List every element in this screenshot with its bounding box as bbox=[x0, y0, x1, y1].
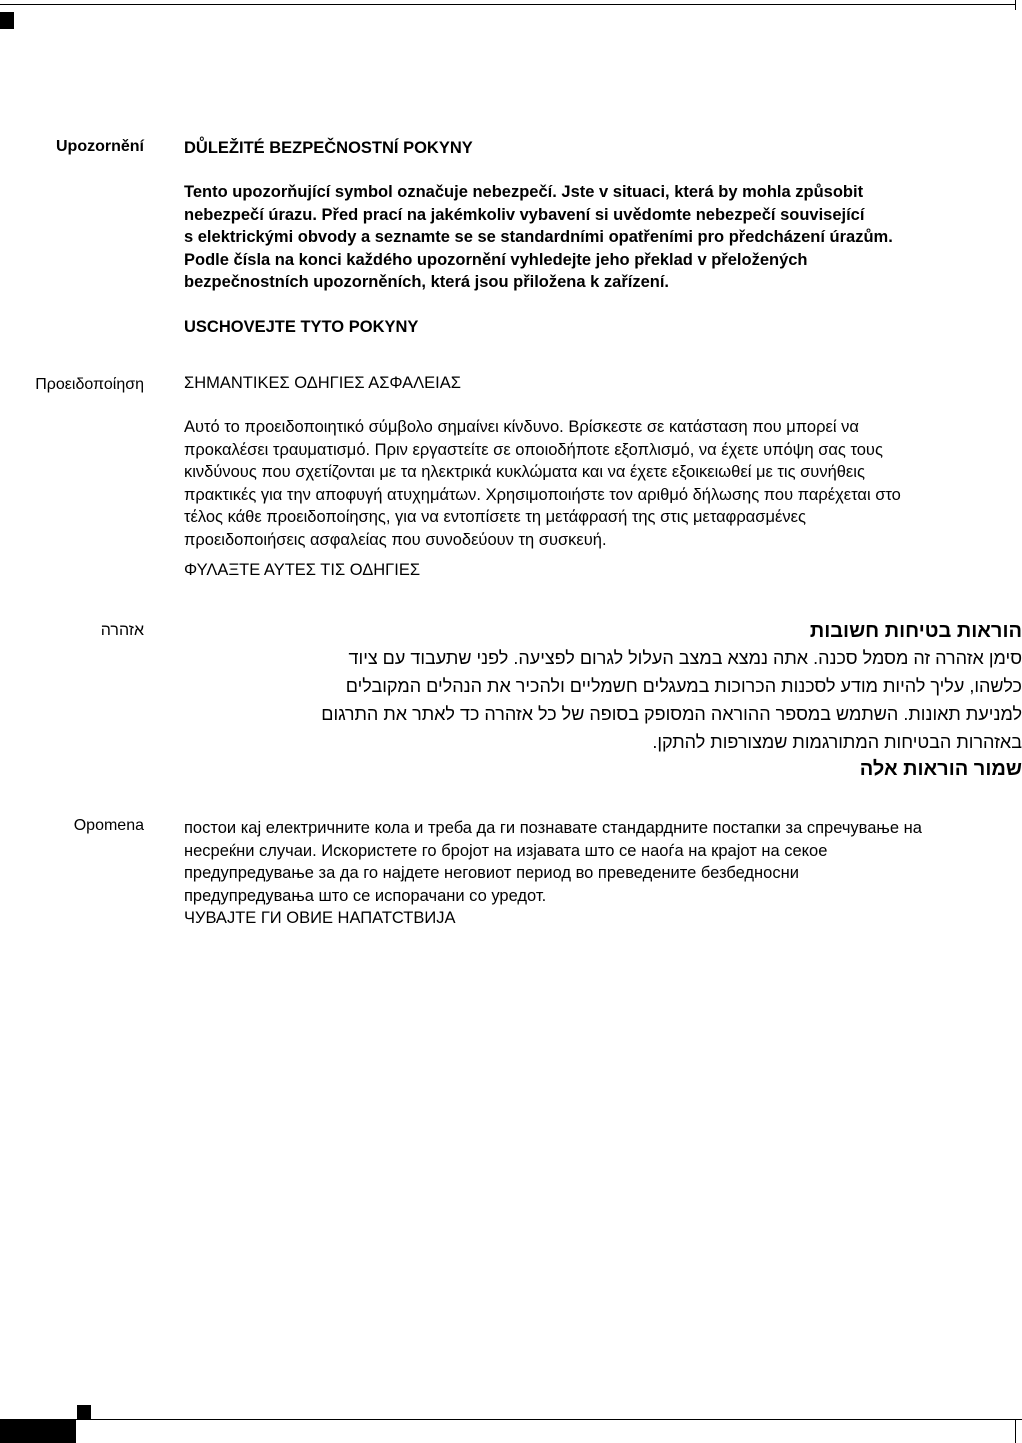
page-footer-tab bbox=[0, 1420, 76, 1443]
czech-warning-body bbox=[184, 181, 893, 294]
czech-body-line: bezpečnostních upozorněních, která jsou přiložena k zařízení. bbox=[184, 273, 670, 292]
hebrew-warning-title: הוראות בטיחות חשובות bbox=[809, 620, 1022, 642]
greek-body-line: κινδύνους που σχετίζονται με τα ηλεκτρικά κυκλώματα και να έχετε εξοικειωθεί με τις συνήθεις bbox=[184, 463, 865, 482]
greek-warning-body bbox=[184, 416, 901, 552]
czech-warning-label: Upozornění bbox=[56, 138, 144, 155]
macedonian-body-line: предупредување за да го најдете неговиот период во преведените безбедносни bbox=[184, 864, 799, 883]
greek-body-line: πρακτικές για την αποφυγή ατυχημάτων. Χρησιμοποιήστε τον αριθμό δήλωσης που παρέχεται στο bbox=[184, 485, 901, 504]
bottom-rule bbox=[0, 1419, 1022, 1420]
macedonian-warning-label: Opomena bbox=[73, 817, 144, 834]
czech-body-line: Podle čísla na konci každého upozornění vyhledejte jeho překlad v přeložených bbox=[184, 250, 808, 269]
macedonian-body-line: несреќни случаи. Искористете го бројот на изјавата што се наоѓа на крајот на секое bbox=[184, 841, 828, 860]
greek-body-line: τέλος κάθε προειδοποίησης, για να εντοπίσετε τη μετάφρασή της στις μεταφρασμένες bbox=[184, 508, 806, 527]
hebrew-warning-footer: שמור הוראות אלה bbox=[859, 758, 1022, 780]
top-rule-end bbox=[1015, 0, 1016, 10]
czech-warning-title: DŮLEŽITÉ BEZPEČNOSTNÍ POKYNY bbox=[184, 139, 473, 157]
czech-warning-footer: USCHOVEJTE TYTO POKYNY bbox=[184, 318, 419, 336]
hebrew-warning-block bbox=[180, 618, 1022, 782]
macedonian-body-line: предупредувања што се испорачани со уредот. bbox=[184, 886, 547, 905]
top-rule bbox=[0, 4, 1016, 5]
czech-body-line: nebezpečí úrazu. Před prací na jakémkoliv vybavení si uvědomte nebezpečí související bbox=[184, 205, 865, 224]
hebrew-body-line: כלשהו, עליך להיות מודע לסכנות הכרוכות במעגלים חשמליים ולהכיר את הנהלים המקובלים bbox=[345, 676, 1022, 696]
hebrew-body-line: באזהרות הבטיחות המתורגמות שמצורפות להתקן. bbox=[652, 732, 1022, 752]
top-corner-mark bbox=[0, 12, 14, 29]
macedonian-warning-footer: ЧУВАЈТЕ ГИ ОВИЕ НАПАТСТВИЈА bbox=[184, 909, 456, 928]
macedonian-warning-body bbox=[184, 817, 922, 930]
macedonian-body-line: постои кај електричните кола и треба да ги познавате стандардните постапки за спречување на bbox=[184, 819, 922, 837]
greek-warning-title: ΣΗΜΑΝΤΙΚΕΣ ΟΔΗΓΙΕΣ ΑΣΦΑΛΕΙΑΣ bbox=[184, 374, 461, 392]
bottom-rule-end bbox=[1015, 1419, 1016, 1443]
hebrew-warning-label: אזהרה bbox=[100, 622, 144, 639]
greek-body-line: προειδοποιήσεις ασφαλείας που συνοδεύουν τη συσκευή. bbox=[184, 530, 607, 549]
greek-body-line: προκαλέσει τραυματισμό. Πριν εργαστείτε σε οποιοδήποτε εξοπλισμό, να έχετε υπόψη σας τους bbox=[184, 440, 883, 459]
greek-warning-footer: ΦΥΛΑΞΤΕ ΑΥΤΕΣ ΤΙΣ ΟΔΗΓΙΕΣ bbox=[184, 561, 421, 579]
czech-body-line: Tento upozorňující symbol označuje nebezpečí. Jste v situaci, která by mohla způsobit bbox=[184, 183, 864, 201]
greek-body-line: Αυτό το προειδοποιητικό σύμβολο σημαίνει κίνδυνο. Βρίσκεστε σε κατάσταση που μπορεί να bbox=[184, 418, 859, 436]
bottom-corner-mark bbox=[77, 1405, 91, 1419]
czech-body-line: s elektrickými obvody a seznamte se se standardními opatřeními pro předcházení úrazům. bbox=[184, 228, 893, 247]
hebrew-body-line: למניעת תאונות. השתמש במספר ההוראה המסופק בסופה של כל אזהרה כד לאתר את התרגום bbox=[321, 704, 1022, 724]
greek-warning-label: Προειδοποίηση bbox=[35, 376, 144, 393]
hebrew-body-line: סימן אזהרה זה מסמל סכנה. אתה נמצא במצב העלול לגרום לפציעה. לפני שתעבוד עם ציוד bbox=[348, 648, 1022, 668]
